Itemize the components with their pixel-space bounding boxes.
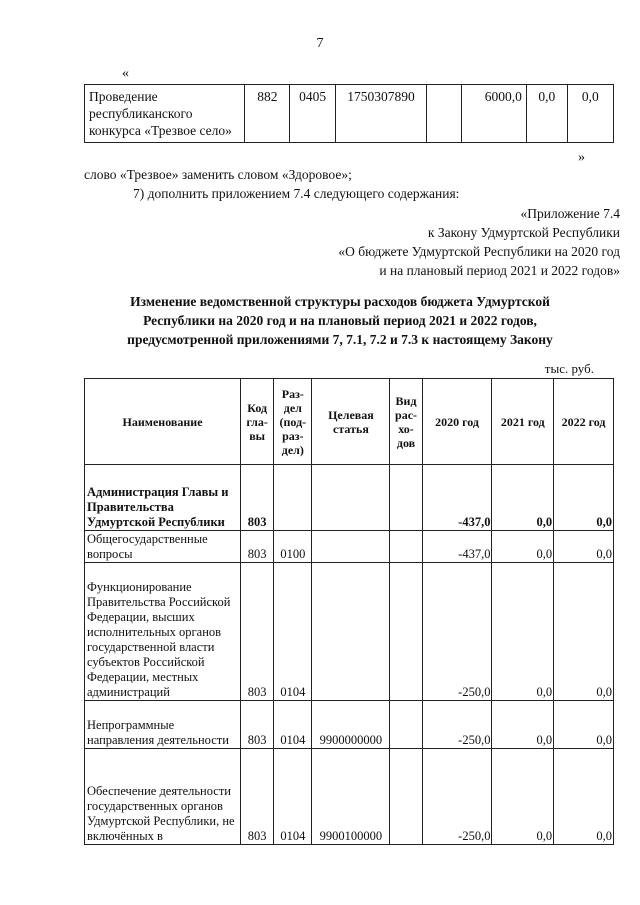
- row-type: [390, 701, 422, 749]
- table-row: [85, 749, 614, 845]
- row-2020: -250,0: [422, 563, 492, 701]
- row-section: 0104: [274, 563, 312, 701]
- row-2021: 0,0: [492, 531, 554, 563]
- old-row-target: 1750307890: [335, 85, 426, 143]
- row-type: [390, 749, 422, 845]
- row-2020: -250,0: [422, 701, 492, 749]
- row-type: [390, 465, 422, 531]
- header-2021: 2021 год: [492, 379, 554, 465]
- row-2022: 0,0: [554, 749, 614, 845]
- old-row-code: 882: [245, 85, 290, 143]
- row-code: 803: [241, 563, 274, 701]
- row-section: 0100: [274, 531, 312, 563]
- row-2022: 0,0: [554, 563, 614, 701]
- row-type: [390, 531, 422, 563]
- document-title: [60, 292, 620, 349]
- row-code: 803: [241, 749, 274, 845]
- old-row-2021: 0,0: [526, 85, 567, 143]
- budget-table: [84, 378, 614, 845]
- replace-instruction: слово «Трезвое» заменить словом «Здоровое»;: [84, 167, 352, 182]
- row-target: [312, 531, 390, 563]
- row-code: 803: [241, 465, 274, 531]
- row-2021: 0,0: [492, 749, 554, 845]
- units-label: тыс. руб.: [544, 361, 594, 376]
- header-2020: 2020 год: [422, 379, 492, 465]
- appendix-line-2: к Закону Удмуртской Республики: [427, 225, 620, 240]
- row-2020: -437,0: [422, 531, 492, 563]
- row-name: Функционирование Правительства Российской Федерации, высших исполнительных органов государственной власти субъектов Российской Федерации, местных администраций: [85, 563, 241, 701]
- appendix-line-3: «О бюджете Удмуртской Республики на 2020 год: [338, 244, 620, 259]
- row-section: [274, 465, 312, 531]
- row-code: 803: [241, 531, 274, 563]
- old-row-2020: 6000,0: [462, 85, 526, 143]
- table-header-row: [85, 379, 614, 465]
- appendix-line-1: «Приложение 7.4: [520, 206, 620, 221]
- table-row: [85, 465, 614, 531]
- title-line-2: Республики на 2020 год и на плановый период 2021 и 2022 годов,: [143, 313, 537, 328]
- old-row-section: 0405: [290, 85, 336, 143]
- row-target: [312, 465, 390, 531]
- quote-close: »: [578, 150, 585, 165]
- row-name: Общегосударственные вопросы: [85, 531, 241, 563]
- row-2022: 0,0: [554, 531, 614, 563]
- header-code: Код гла- вы: [241, 379, 274, 465]
- row-name: Обеспечение деятельности государственных органов Удмуртской Республики, не включённых в: [85, 749, 241, 845]
- row-target: [312, 563, 390, 701]
- old-row-type: [426, 85, 461, 143]
- row-code: 803: [241, 701, 274, 749]
- old-row-2022: 0,0: [567, 85, 613, 143]
- row-target: 9900100000: [312, 749, 390, 845]
- row-2022: 0,0: [554, 701, 614, 749]
- row-section: 0104: [274, 749, 312, 845]
- row-2020: -250,0: [422, 749, 492, 845]
- row-2022: 0,0: [554, 465, 614, 531]
- row-type: [390, 563, 422, 701]
- row-name: Администрация Главы и Правительства Удмуртской Республики: [85, 465, 241, 531]
- header-type: Вид рас- хо- дов: [390, 379, 422, 465]
- quote-open: «: [122, 66, 129, 81]
- table-row: [85, 531, 614, 563]
- title-line-3: предусмотренной приложениями 7, 7.1, 7.2 и 7.3 к настоящему Закону: [127, 332, 553, 347]
- header-name: Наименование: [85, 379, 241, 465]
- row-2021: 0,0: [492, 563, 554, 701]
- row-name: Непрограммные направления деятельности: [85, 701, 241, 749]
- header-target: Целевая статья: [312, 379, 390, 465]
- row-target: 9900000000: [312, 701, 390, 749]
- old-row-name: Проведение республиканского конкурса «Трезвое село»: [85, 85, 245, 143]
- row-2020: -437,0: [422, 465, 492, 531]
- row-section: 0104: [274, 701, 312, 749]
- row-2021: 0,0: [492, 701, 554, 749]
- page-number: 7: [316, 36, 324, 51]
- header-2022: 2022 год: [554, 379, 614, 465]
- add-instruction: 7) дополнить приложением 7.4 следующего содержания:: [133, 186, 460, 201]
- table-row: [85, 701, 614, 749]
- table-row: [85, 563, 614, 701]
- title-line-1: Изменение ведомственной структуры расходов бюджета Удмуртской: [130, 294, 550, 309]
- old-row-table: [84, 84, 614, 143]
- table-row: [85, 85, 614, 143]
- header-section: Раз- дел (под- раз- дел): [274, 379, 312, 465]
- appendix-line-4: и на плановый период 2021 и 2022 годов»: [379, 263, 620, 278]
- row-2021: 0,0: [492, 465, 554, 531]
